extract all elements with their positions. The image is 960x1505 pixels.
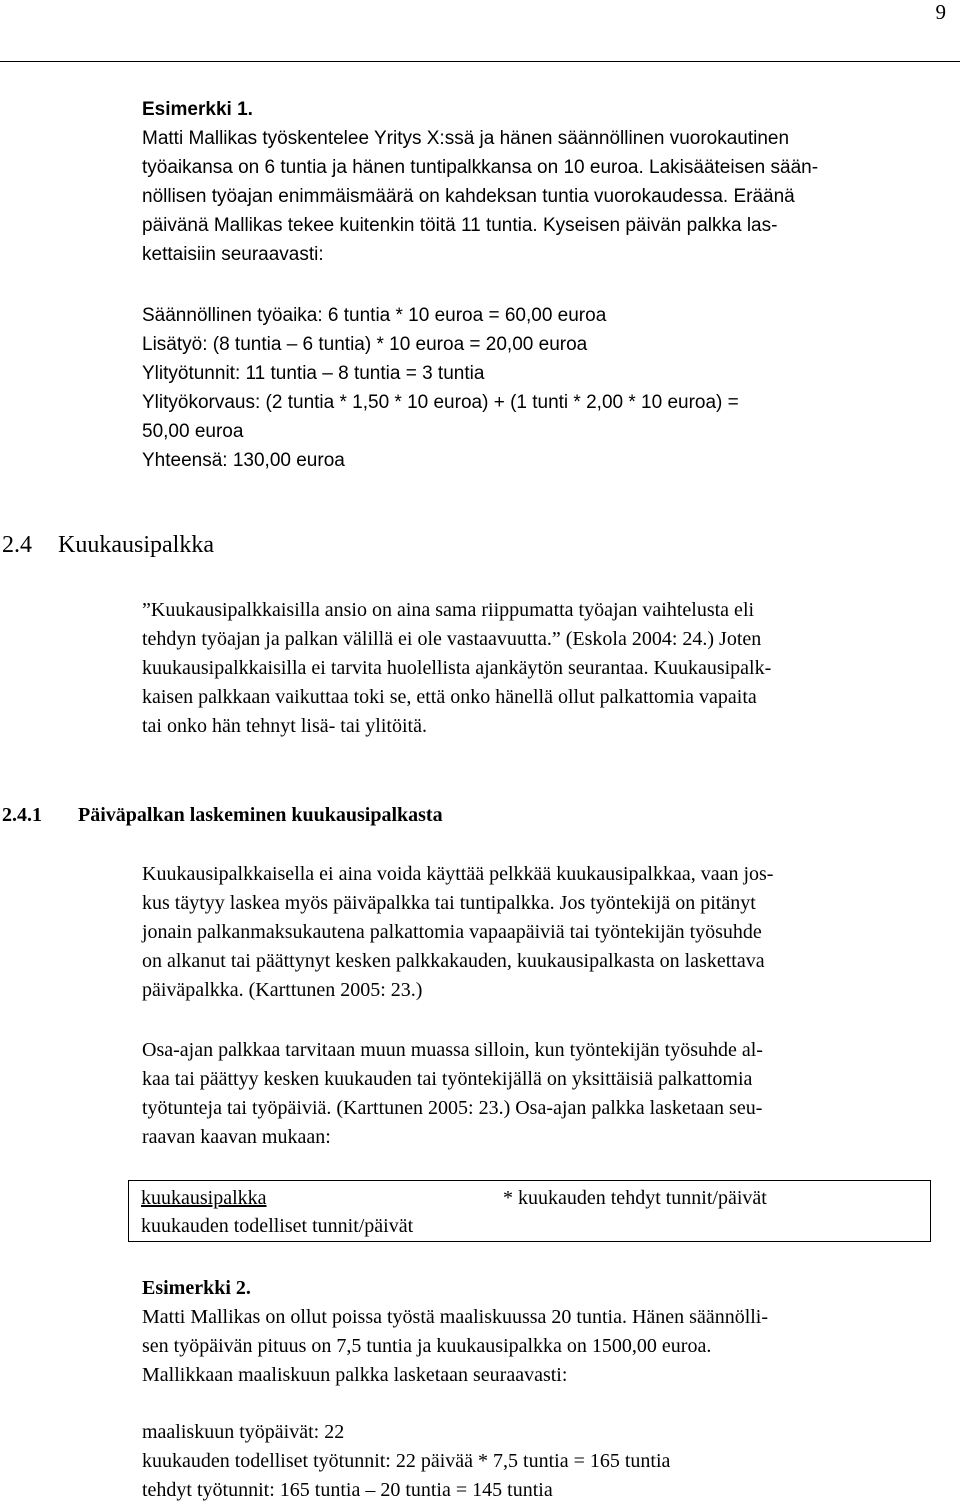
section-number: 2.4 [2, 532, 32, 558]
example-2-title: Esimerkki 2. [142, 1277, 251, 1299]
example-1-intro-line: kettaisiin seuraavasti: [142, 244, 324, 265]
example-2 [142, 1274, 942, 1390]
paragraph-line: on alkanut tai päättynyt kesken palkkakauden, kuukausipalkasta on laskettava [142, 950, 765, 972]
paragraph-line: ”Kuukausipalkkaisilla ansio on aina sama riippumatta työajan vaihtelusta eli [142, 599, 755, 621]
section-title: Kuukausipalkka [58, 532, 214, 558]
paragraph-line: Kuukausipalkkaisella ei aina voida käyttää pelkkää kuukausipalkkaa, vaan jos- [142, 863, 774, 885]
subsection-title: Päiväpalkan laskeminen kuukausipalkasta [78, 804, 443, 826]
calc-line: Yhteensä: 130,00 euroa [142, 450, 345, 471]
formula-box [128, 1180, 931, 1242]
calc-line: maaliskuun työpäivät: 22 [142, 1421, 345, 1443]
formula-numerator: kuukausipalkka [141, 1187, 267, 1209]
paragraph-line: tehdyn työajan ja palkan välillä ei ole vastaavuutta.” (Eskola 2004: 24.) Joten [142, 628, 762, 650]
calc-line: Ylityökorvaus: (2 tuntia * 1,50 * 10 euroa) + (1 tunti * 2,00 * 10 euroa) = [142, 392, 739, 413]
example-1-calculation [142, 301, 942, 475]
paragraph-line: kuukausipalkkaisilla ei tarvita huolellista ajankäytön seurantaa. Kuukausipalk- [142, 657, 772, 679]
calc-line: Säännöllinen työaika: 6 tuntia * 10 euroa = 60,00 euroa [142, 305, 607, 326]
example-2-intro-line: sen työpäivän pituus on 7,5 tuntia ja kuukausipalkka on 1500,00 euroa. [142, 1335, 712, 1357]
paragraph-line: raavan kaavan mukaan: [142, 1126, 331, 1148]
section-heading-2-4-1 [2, 801, 443, 830]
paragraph-line: kaa tai päättyy kesken kuukauden tai työntekijällä on yksittäisiä palkattomia [142, 1068, 753, 1090]
calc-line: tehdyt työtunnit: 165 tuntia – 20 tuntia = 145 tuntia [142, 1479, 553, 1501]
example-1-intro-line: nöllisen työajan enimmäismäärä on kahdeksan tuntia vuorokaudessa. Eräänä [142, 186, 795, 207]
formula-multiplier: * kuukauden tehdyt tunnit/päivät [503, 1187, 767, 1209]
section-heading-2-4 [2, 531, 214, 560]
calc-line: Ylityötunnit: 11 tuntia – 8 tuntia = 3 tuntia [142, 363, 485, 384]
example-1 [142, 95, 942, 269]
paragraph-line: päiväpalkka. (Karttunen 2005: 23.) [142, 979, 423, 1001]
paragraph-line: Osa-ajan palkkaa tarvitaan muun muassa silloin, kun työntekijän työsuhde al- [142, 1039, 763, 1061]
header-rule [0, 61, 960, 62]
example-2-calculation [142, 1418, 942, 1505]
paragraph-line: jonain palkanmaksukautena palkattomia vapaapäiviä tai työntekijän työsuhde [142, 921, 762, 943]
section-2-4-1-para-1 [142, 860, 942, 1005]
section-2-4-1-para-2 [142, 1036, 942, 1152]
subsection-number: 2.4.1 [2, 804, 42, 826]
paragraph-line: työtunteja tai työpäiviä. (Karttunen 2005: 23.) Osa-ajan palkka lasketaan seu- [142, 1097, 763, 1119]
example-1-title: Esimerkki 1. [142, 99, 253, 120]
example-1-intro-line: Matti Mallikas työskentelee Yritys X:ssä ja hänen säännöllinen vuorokautinen [142, 128, 790, 149]
formula-denominator: kuukauden todelliset tunnit/päivät [141, 1215, 414, 1237]
paragraph-line: tai onko hän tehnyt lisä- tai ylitöitä. [142, 715, 427, 737]
page-number: 9 [935, 0, 946, 24]
example-1-intro-line: työaikansa on 6 tuntia ja hänen tuntipalkkansa on 10 euroa. Lakisääteisen sään- [142, 157, 819, 178]
calc-line: 50,00 euroa [142, 421, 244, 442]
calc-line: Lisätyö: (8 tuntia – 6 tuntia) * 10 euroa = 20,00 euroa [142, 334, 588, 355]
paragraph-line: kaisen palkkaan vaikuttaa toki se, että onko hänellä ollut palkattomia vapaita [142, 686, 757, 708]
example-2-intro-line: Mallikkaan maaliskuun palkka lasketaan seuraavasti: [142, 1364, 568, 1386]
example-1-intro-line: päivänä Mallikas tekee kuitenkin töitä 11 tuntia. Kyseisen päivän palkka las- [142, 215, 778, 236]
example-2-intro-line: Matti Mallikas on ollut poissa työstä maaliskuussa 20 tuntia. Hänen säännölli- [142, 1306, 769, 1328]
paragraph-line: kus täytyy laskea myös päiväpalkka tai tuntipalkka. Jos työntekijä on pitänyt [142, 892, 756, 914]
calc-line: kuukauden todelliset työtunnit: 22 päivää * 7,5 tuntia = 165 tuntia [142, 1450, 671, 1472]
section-2-4-body [142, 596, 942, 741]
